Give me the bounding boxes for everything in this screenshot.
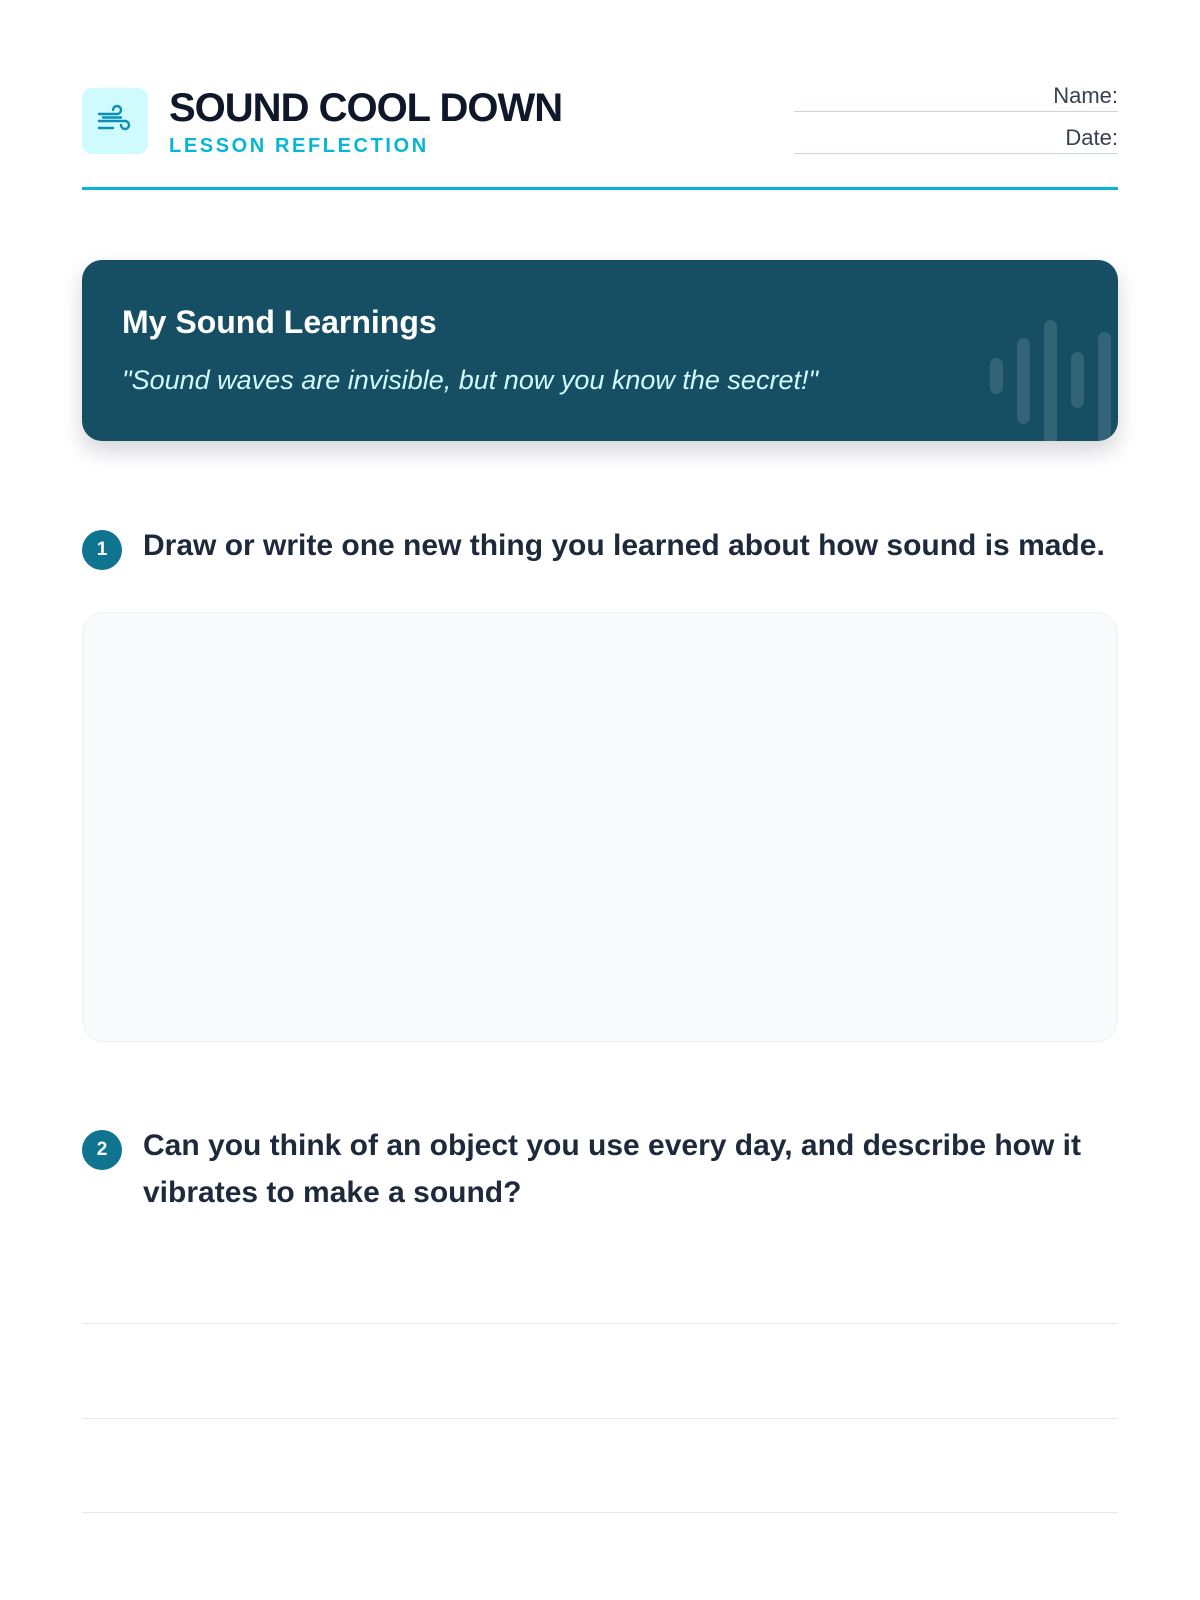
learnings-banner — [82, 260, 1118, 441]
drawing-answer-box[interactable] — [82, 612, 1118, 1042]
worksheet-title: SOUND COOL DOWN — [169, 86, 563, 130]
name-label: Name: — [1053, 83, 1118, 108]
banner-quote: "Sound waves are invisible, but now you know the secret!" — [122, 365, 819, 395]
sound-wave-icon — [986, 310, 1118, 441]
writing-line[interactable] — [82, 1418, 1118, 1419]
wind-icon — [82, 88, 148, 154]
question-text: Can you think of an object you use every day, and describe how it vibrates to make a sound? — [143, 1129, 1081, 1209]
worksheet-subtitle: LESSON REFLECTION — [169, 135, 429, 157]
writing-line[interactable] — [82, 1512, 1118, 1513]
date-label: Date: — [1065, 125, 1118, 150]
date-field[interactable] — [794, 124, 1118, 154]
question-number-badge: 2 — [82, 1130, 122, 1170]
worksheet-header — [82, 82, 1118, 190]
banner-title: My Sound Learnings — [122, 304, 437, 340]
writing-line[interactable] — [82, 1323, 1118, 1324]
question-text: Draw or write one new thing you learned about how sound is made. — [143, 529, 1105, 562]
question-number-badge: 1 — [82, 530, 122, 570]
name-field[interactable] — [794, 82, 1118, 112]
